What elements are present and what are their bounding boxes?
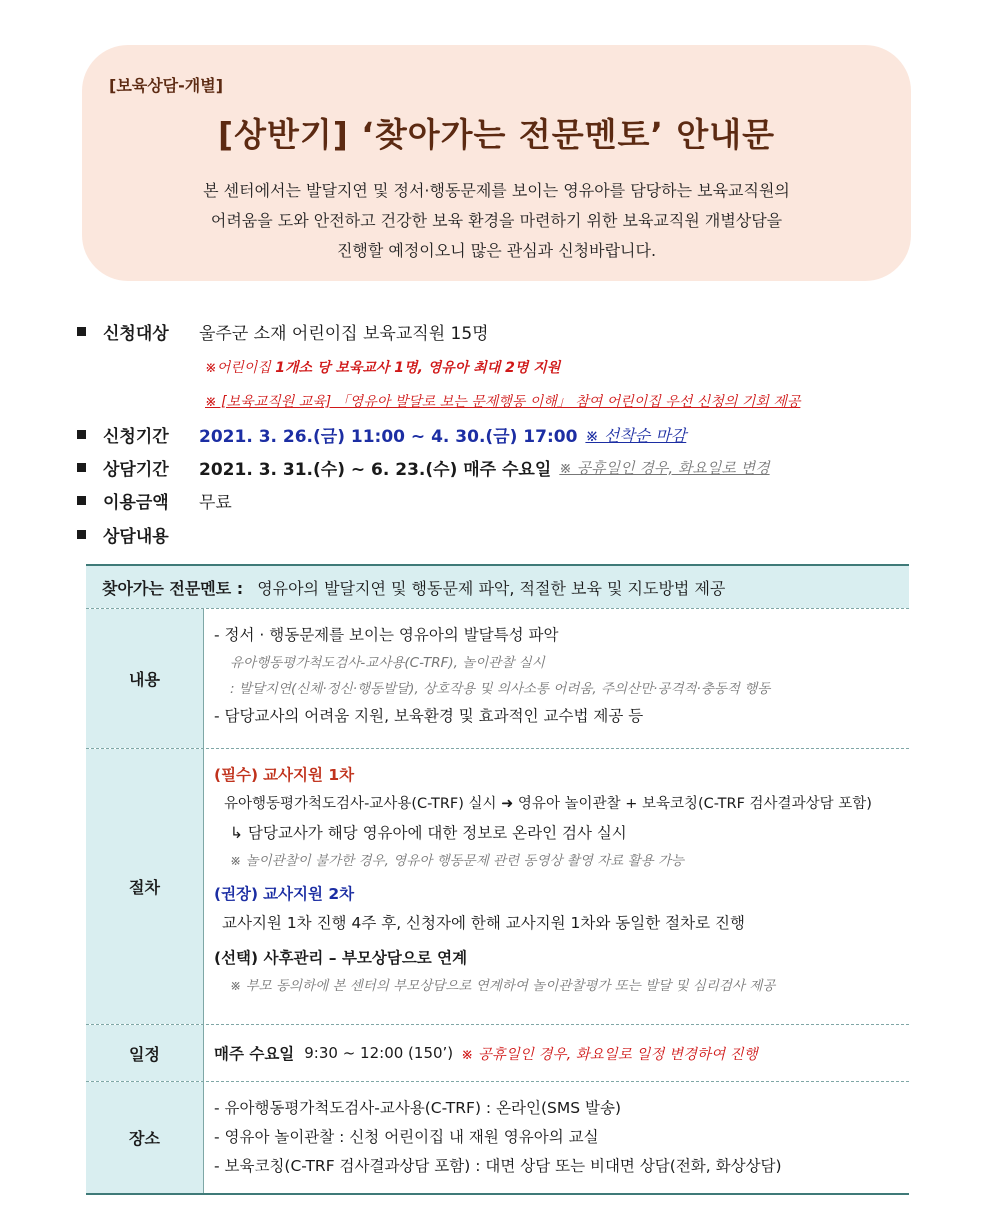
- row-content: [204, 1025, 909, 1081]
- bullet-icon: [77, 530, 86, 539]
- info-label: 상담내용: [103, 526, 169, 547]
- info-consult-period: [77, 452, 770, 482]
- table-row-procedure: [86, 748, 909, 1024]
- info-value: 2021. 3. 31.(수) ~ 6. 23.(수) 매주 수요일: [199, 459, 552, 480]
- procedure-line: 교사지원 1차 진행 4주 후, 신청자에 한해 교사지원 1차와 동일한 절차로 진행: [222, 914, 745, 932]
- info-value: 무료: [199, 492, 232, 513]
- table-header-title: 찾아가는 전문멘토 :: [102, 578, 244, 598]
- info-label: 상담기간: [103, 459, 169, 480]
- step-tag: (권장): [214, 885, 259, 903]
- intro-line: 진행할 예정이오니 많은 관심과 신청바랍니다.: [336, 241, 657, 260]
- info-target: [77, 316, 489, 346]
- category-tag: [보육상담-개별]: [109, 76, 224, 95]
- bullet-icon: [77, 496, 86, 505]
- content-line: - 담당교사의 어려움 지원, 보육환경 및 효과적인 교수법 제공 등: [214, 707, 644, 725]
- info-note: ※ 선착순 마감: [585, 425, 687, 445]
- info-label: 신청기간: [103, 426, 169, 447]
- procedure-step1-heading: [214, 761, 909, 790]
- table-row-place: [86, 1081, 909, 1193]
- info-fee: [77, 485, 232, 515]
- row-label: 내용: [86, 609, 204, 748]
- bullet-icon: [77, 463, 86, 472]
- info-label: 신청대상: [103, 323, 169, 344]
- content-line: - 정서 · 행동문제를 보이는 영유아의 발달특성 파악: [214, 626, 559, 644]
- procedure-step2-heading: [214, 880, 909, 909]
- schedule-time: 9:30 ~ 12:00 (150’): [304, 1044, 454, 1062]
- bullet-icon: [77, 430, 86, 439]
- table-row-schedule: [86, 1024, 909, 1081]
- intro-line: 본 센터에서는 발달지연 및 정서·행동문제를 보이는 영유아를 담당하는 보육교직원의: [203, 181, 790, 200]
- content-line: : 발달지연(신체·정신·행동발달), 상호작용 및 의사소통 어려움, 주의산만·공격적·충동적 행동: [230, 681, 771, 697]
- row-label: 장소: [86, 1082, 204, 1193]
- row-content: [204, 749, 909, 1024]
- place-line: - 유아행동평가척도검사-교사용(C-TRF) : 온라인(SMS 발송): [214, 1099, 622, 1117]
- page-title: [상반기] ‘찾아가는 전문멘토’ 안내문: [218, 115, 775, 154]
- intro-line: 어려움을 도와 안전하고 건강한 보육 환경을 마련하기 위한 보육교직원 개별상담을: [210, 211, 783, 230]
- row-content: [204, 1082, 909, 1193]
- program-table: [86, 564, 909, 1195]
- place-line: - 보육코칭(C-TRF 검사결과상담 포함) : 대면 상담 또는 비대면 상담(전화, 화상상담): [214, 1157, 782, 1175]
- step-title: 교사지원 2차: [263, 885, 355, 903]
- intro-text: [82, 176, 911, 266]
- procedure-step3-heading: (선택) 사후관리 – 부모상담으로 연계: [214, 949, 468, 967]
- procedure-line: ↳ 담당교사가 해당 영유아에 대한 정보로 온라인 검사 실시: [230, 824, 627, 842]
- step-tag: (필수): [214, 766, 259, 784]
- note-bold: 1개소 당 보육교사 1명, 영유아 최대 2명 지원: [275, 360, 561, 376]
- content-line: 유아행동평가척도검사-교사용(C-TRF), 놀이관찰 실시: [230, 655, 545, 671]
- table-row-content: [86, 608, 909, 748]
- row-label: 일정: [86, 1025, 204, 1081]
- schedule-note: ※ 공휴일인 경우, 화요일로 일정 변경하여 진행: [461, 1046, 758, 1063]
- bullet-icon: [77, 327, 86, 336]
- info-apply-period: [77, 419, 686, 449]
- procedure-line: 유아행동평가척도검사-교사용(C-TRF) 실시 ➜ 영유아 놀이관찰 + 보육코칭(C-TRF 검사결과상담 포함): [224, 796, 872, 812]
- info-value: 울주군 소재 어린이집 보육교직원 15명: [199, 323, 489, 344]
- row-content: [204, 609, 909, 748]
- table-header: [86, 566, 909, 608]
- row-label: 절차: [86, 749, 204, 1024]
- target-note-1: [205, 357, 560, 377]
- info-content: [77, 519, 199, 549]
- procedure-note: ※ 부모 동의하에 본 센터의 부모상담으로 연계하여 놀이관찰평가 또는 발달 및 심리검사 제공: [230, 978, 776, 994]
- place-line: - 영유아 놀이관찰 : 신청 어린이집 내 재원 영유아의 교실: [214, 1128, 599, 1146]
- info-value: 2021. 3. 26.(금) 11:00 ~ 4. 30.(금) 17:00: [199, 426, 578, 447]
- info-label: 이용금액: [103, 492, 169, 513]
- info-note: ※ 공휴일인 경우, 화요일로 변경: [559, 458, 770, 477]
- header-box: [82, 45, 911, 281]
- procedure-note: ※ 놀이관찰이 불가한 경우, 영유아 행동문제 관련 동영상 촬영 자료 활용 가능: [230, 853, 685, 869]
- target-note-2: ※ [보육교직원 교육] 「영유아 발달로 보는 문제행동 이해」 참여 어린이집 우선 신청의 기회 제공: [205, 394, 801, 410]
- step-title: 교사지원 1차: [263, 766, 355, 784]
- schedule-day: 매주 수요일: [214, 1045, 295, 1063]
- note-prefix: ※어린이집: [205, 360, 276, 376]
- table-header-desc: 영유아의 발달지연 및 행동문제 파악, 적절한 보육 및 지도방법 제공: [257, 578, 726, 598]
